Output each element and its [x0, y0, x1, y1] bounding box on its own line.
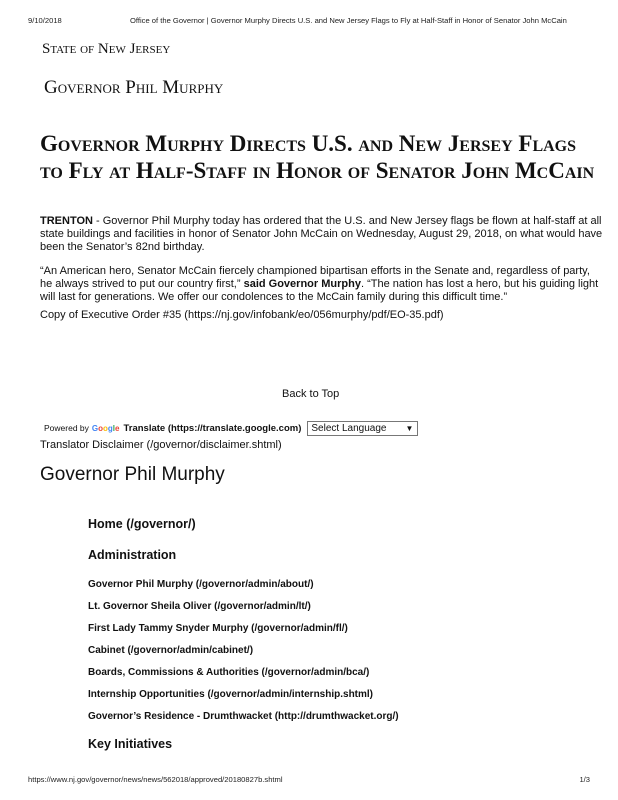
admin-link-cabinet[interactable]: Cabinet (/governor/admin/cabinet/): [88, 645, 254, 656]
nav-key-initiatives-heading: Key Initiatives: [88, 737, 173, 751]
admin-link-internships[interactable]: Internship Opportunities (/governor/admin/internship.shtml): [88, 689, 374, 700]
dropdown-arrow-icon: ▼: [405, 423, 414, 433]
paragraph-1-text: - Governor Phil Murphy today has ordered that the U.S. and New Jersey flags be flown at half-staff at all state buildings and facilities in honor of Senator John McCain on Wednesday, August 29, 2018, on what would have been the Senator’s 82nd birthday.: [40, 215, 603, 253]
back-to-top-link[interactable]: Back to Top: [282, 388, 340, 400]
print-header: [28, 16, 590, 28]
admin-link-residence[interactable]: Governor’s Residence - Drumthwacket (http://drumthwacket.org/): [88, 711, 399, 722]
language-select[interactable]: [307, 421, 418, 436]
print-footer: [28, 775, 590, 787]
admin-link-governor[interactable]: Governor Phil Murphy (/governor/admin/about/): [88, 579, 314, 590]
print-page-title: Office of the Governor | Governor Murphy Directs U.S. and New Jersey Flags to Fly at Half-Staff in Honor of Senator John McCain: [130, 16, 567, 25]
print-url: https://www.nj.gov/governor/news/news/562018/approved/20180827b.shtml: [28, 775, 283, 784]
dateline: TRENTON: [40, 215, 93, 227]
admin-link-boards[interactable]: Boards, Commissions & Authorities (/governor/admin/bca/): [88, 667, 370, 678]
google-translate-link[interactable]: Translate (https://translate.google.com): [123, 422, 302, 434]
translator-disclaimer-link[interactable]: Translator Disclaimer (/governor/disclaimer.shtml): [40, 439, 282, 451]
quote-end: . “The nation has lost a hero, but his guiding light will last for generations. We offer our condolences to the McCain family during this difficult time.”: [40, 278, 599, 303]
powered-by-label: Powered by: [44, 423, 89, 433]
article-headline: Governor Murphy Directs U.S. and New Jersey Flags to Fly at Half-Staff in Honor of Senator John McCain: [40, 131, 595, 183]
language-select-value: Select Language: [311, 422, 387, 434]
article-paragraph-1: [40, 215, 605, 254]
administration-links: [88, 578, 399, 732]
page-number: 1/3: [579, 775, 590, 784]
article-paragraph-2: [40, 265, 605, 304]
nav-administration-heading: Administration: [88, 548, 177, 562]
quote-attribution: said Governor Murphy: [243, 278, 361, 290]
governor-site-title-link[interactable]: Governor Phil Murphy: [44, 77, 224, 98]
google-logo: Google: [91, 423, 120, 433]
footer-governor-title: Governor Phil Murphy: [40, 464, 225, 485]
print-date: 9/10/2018: [28, 16, 62, 25]
admin-link-first-lady[interactable]: First Lady Tammy Snyder Murphy (/governor/admin/fl/): [88, 623, 348, 634]
quote-start: “An American hero, Senator McCain fiercely championed bipartisan efforts in the Senate and, regardless of party, he always strived to put our country first,”: [40, 265, 590, 290]
executive-order-link[interactable]: Copy of Executive Order #35 (https://nj.gov/infobank/eo/056murphy/pdf/EO-35.pdf): [40, 309, 444, 321]
translate-widget: [44, 420, 418, 436]
admin-link-lt-governor[interactable]: Lt. Governor Sheila Oliver (/governor/admin/lt/): [88, 601, 311, 612]
nav-home-link[interactable]: Home (/governor/): [88, 517, 196, 531]
state-of-new-jersey-link[interactable]: State of New Jersey: [42, 41, 171, 57]
